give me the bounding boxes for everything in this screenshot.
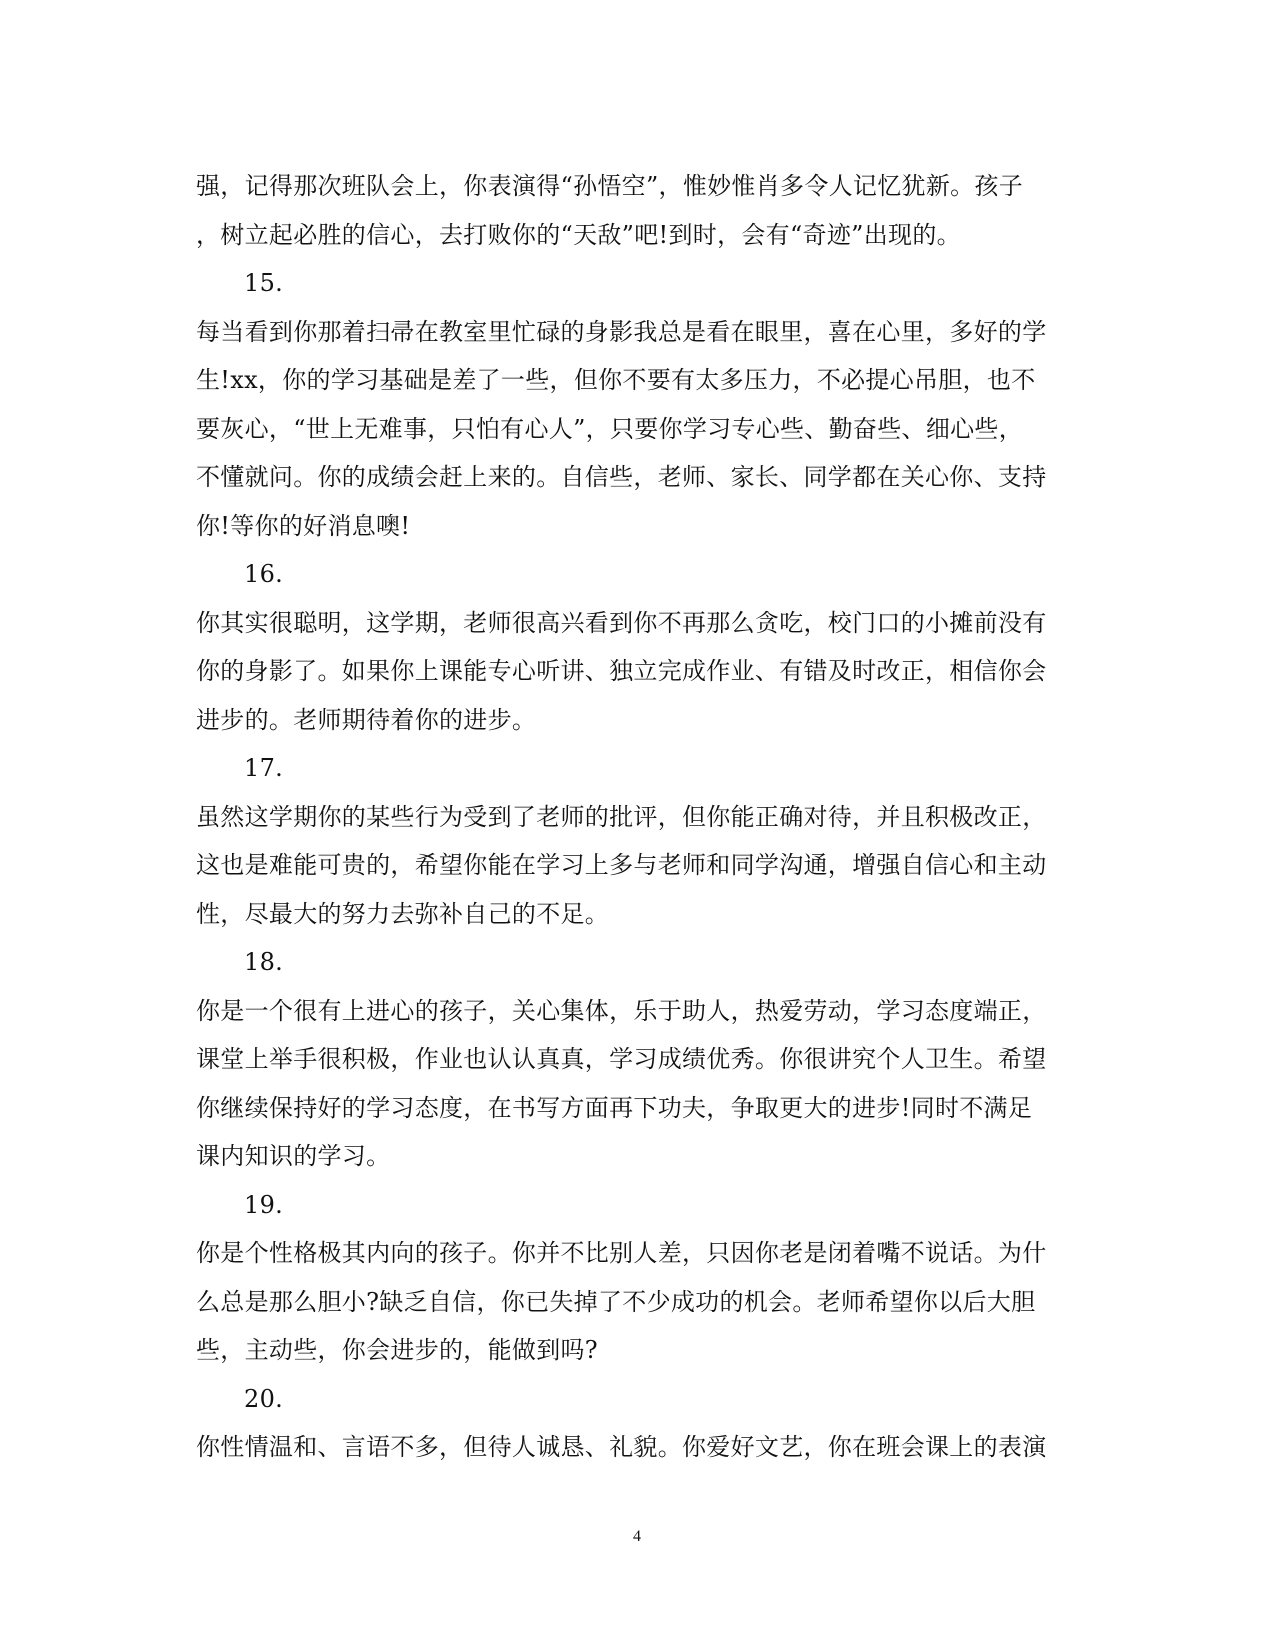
text-line: 虽然这学期你的某些行为受到了老师的批评，但你能正确对待，并且积极改正， xyxy=(196,802,1047,831)
page-number: 4 xyxy=(633,1528,641,1545)
text-line: ，树立起必胜的信心，去打败你的“天敌”吧!到时，会有“奇迹”出现的。 xyxy=(196,220,961,249)
text-line: 你!等你的好消息噢! xyxy=(196,511,411,540)
text-line: 你继续保持好的学习态度，在书写方面再下功夫，争取更大的进步!同时不满足 xyxy=(196,1093,1033,1122)
text-line: 课内知识的学习。 xyxy=(196,1142,391,1170)
text-line: 这也是难能可贵的，希望你能在学习上多与老师和同学沟通，增强自信心和主动 xyxy=(196,851,1047,879)
item-number: 18. xyxy=(244,948,284,976)
text-line: 你性情温和、言语不多，但待人诚恳、礼貌。你爱好文艺，你在班会课上的表演 xyxy=(196,1433,1047,1461)
text-line: 你其实很聪明，这学期，老师很高兴看到你不再那么贪吃，校门口的小摊前没有 xyxy=(196,608,1047,637)
text-line: 强，记得那次班队会上，你表演得“孙悟空”，惟妙惟肖多令人记忆犹新。孩子 xyxy=(196,172,1024,200)
text-line: 你是个性格极其内向的孩子。你并不比别人差，只因你老是闭着嘴不说话。为什 xyxy=(196,1239,1047,1267)
item-number: 19. xyxy=(244,1190,284,1219)
item-number: 15. xyxy=(244,269,284,297)
text-line: 进步的。老师期待着你的进步。 xyxy=(196,705,537,734)
item-number: 17. xyxy=(244,754,284,782)
text-line: 生!xx，你的学习基础是差了一些，但你不要有太多压力，不必提心吊胆，也不 xyxy=(196,366,1036,394)
text-line: 每当看到你那着扫帚在教室里忙碌的身影我总是看在眼里，喜在心里，多好的学 xyxy=(196,317,1047,346)
text-line: 些，主动些，你会进步的，能做到吗? xyxy=(196,1336,598,1364)
text-line: 不懂就问。你的成绩会赶上来的。自信些，老师、家长、同学都在关心你、支持 xyxy=(196,463,1047,491)
item-number: 20. xyxy=(244,1384,284,1413)
text-line: 性，尽最大的努力去弥补自己的不足。 xyxy=(196,899,610,928)
text-line: 你是一个很有上进心的孩子，关心集体，乐于助人，热爱劳动，学习态度端正， xyxy=(196,996,1047,1025)
text-line: 课堂上举手很积极，作业也认认真真，学习成绩优秀。你很讲究个人卫生。希望 xyxy=(196,1045,1047,1073)
text-line: 么总是那么胆小?缺乏自信，你已失掉了不少成功的机会。老师希望你以后大胆 xyxy=(196,1287,1036,1316)
text-line: 要灰心，“世上无难事，只怕有心人”，只要你学习专心些、勤奋些、细心些， xyxy=(196,414,1024,443)
document-body xyxy=(196,162,1076,1472)
text-line: 你的身影了。如果你上课能专心听讲、独立完成作业、有错及时改正，相信你会 xyxy=(196,657,1047,685)
item-number: 16. xyxy=(244,560,284,588)
